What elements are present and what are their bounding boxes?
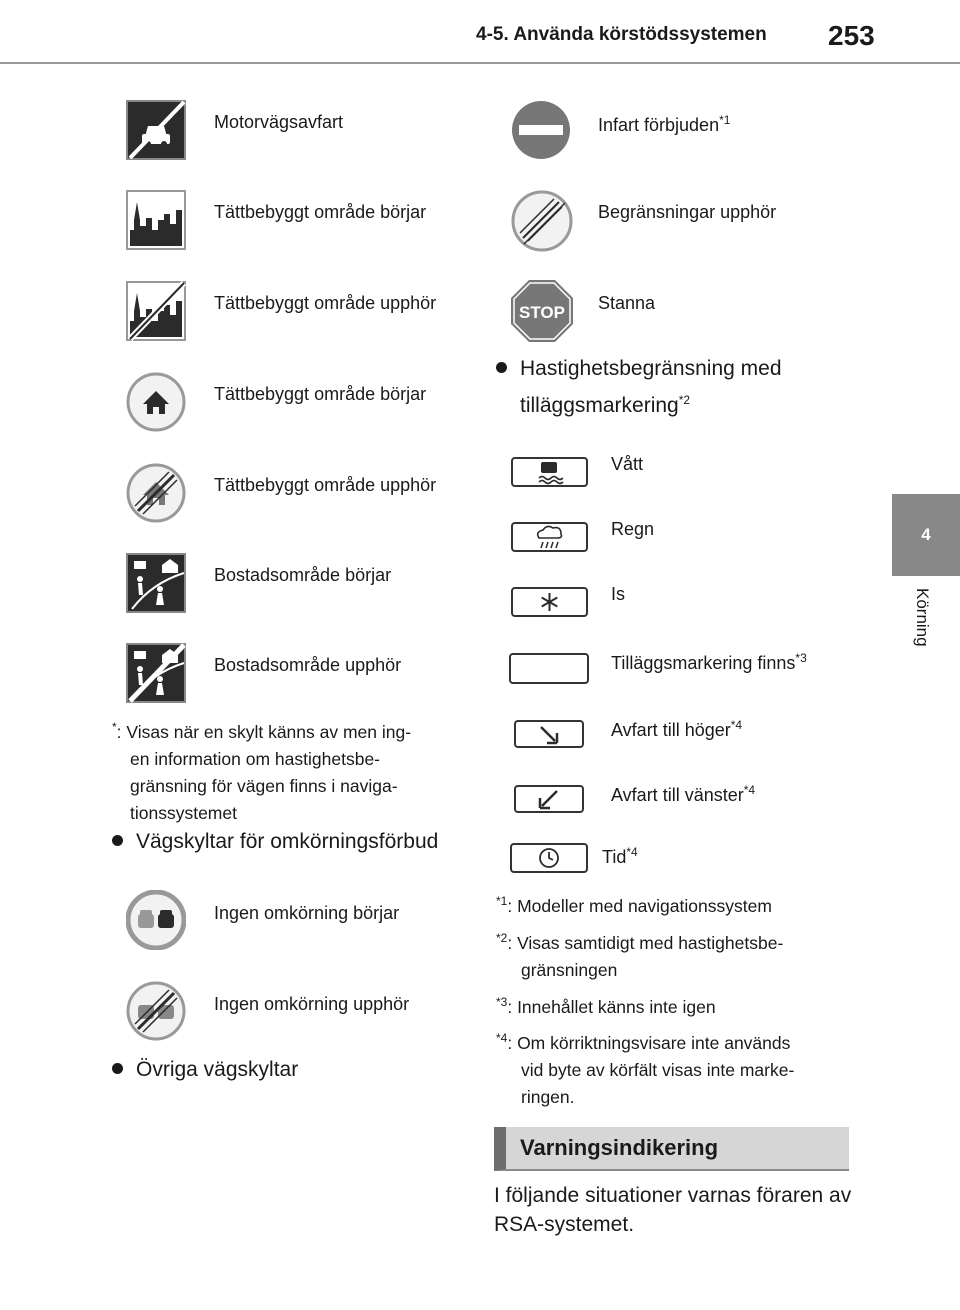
end-of-restrictions-icon <box>511 190 573 252</box>
sign-label: Infart förbjuden$^{*1}$ <box>598 113 731 135</box>
header-divider <box>0 62 960 64</box>
built-up-area-start-icon <box>126 190 186 250</box>
motorway-exit-icon <box>126 100 186 160</box>
footnote-line: en information om hastighetsbe- <box>130 748 380 769</box>
house-circle-end-icon <box>126 463 186 523</box>
built-up-area-end-icon <box>126 281 186 341</box>
footnote: $^{*2}$: Visas samtidigt med hastighetsbe- gränsningen <box>496 930 784 980</box>
blank-plate-icon <box>509 653 589 684</box>
no-overtaking-icon <box>126 890 186 950</box>
wet-road-icon <box>511 457 588 487</box>
sign-label: Begränsningar upphör <box>598 202 777 222</box>
plate-label: Tilläggsmarkering finns$^{*3}$ <box>611 651 807 673</box>
warning-title: Varningsindikering <box>520 1135 719 1160</box>
sign-label: Tättbebyggt område börjar <box>214 202 427 222</box>
right-footnotes <box>496 888 876 1111</box>
sign-label: Stanna <box>598 293 656 313</box>
arrow-down-left-icon <box>514 785 584 813</box>
plate-label: Is <box>611 584 626 604</box>
residential-area-end-icon <box>126 643 186 703</box>
no-entry-icon <box>511 100 571 160</box>
plate-label: Avfart till höger$^{*4}$ <box>611 718 743 740</box>
snowflake-icon <box>511 587 588 617</box>
sign-label: Bostadsområde upphör <box>214 655 402 675</box>
footnote: $^{*1}$: Modeller med navigationssystem <box>496 894 772 916</box>
overtaking-heading: Vägskyltar för omkörningsförbud <box>112 830 438 854</box>
footnote: $^{*4}$: Om körriktningsvisare inte används vid byte av körfält visas inte marke- ringen. <box>496 1031 795 1108</box>
page-number: 253 <box>828 20 875 51</box>
chapter-tab: 4 <box>892 494 960 576</box>
sign-label: Tättbebyggt område upphör <box>214 475 437 495</box>
plate-label: Avfart till vänster$^{*4}$ <box>611 783 756 805</box>
warning-body: I följande situationer varnas föraren av RSA-systemet. <box>494 1184 852 1236</box>
footnote-line: gränsning för vägen finns i naviga- <box>130 775 398 796</box>
svg-text:STOP: STOP <box>519 303 565 322</box>
sign-label: Ingen omkörning upphör <box>214 994 410 1014</box>
footnote-line: tionssystemet <box>130 802 237 823</box>
plate-label: Vått <box>611 454 644 474</box>
sign-label: Tättbebyggt område upphör <box>214 293 437 313</box>
section-title: 4-5. Använda körstödssystemen <box>476 24 767 45</box>
footnote: $^{*3}$: Innehållet känns inte igen <box>496 994 716 1017</box>
arrow-down-right-icon <box>514 720 584 748</box>
warning-section-header <box>494 1127 849 1171</box>
footnote-line: : Visas när en skylt känns av men ing- <box>116 721 412 742</box>
other-signs-heading: Övriga vägskyltar <box>112 1058 298 1082</box>
house-circle-icon <box>126 372 186 432</box>
residential-area-start-icon <box>126 553 186 613</box>
sign-label: Motorvägsavfart <box>214 112 344 132</box>
speed-supplement-heading-line2: tilläggsmarkering$^{*2}$ <box>520 393 691 417</box>
sign-label: Bostadsområde börjar <box>214 565 392 585</box>
plate-label: Regn <box>611 519 655 539</box>
chapter-label: Körning <box>913 588 932 647</box>
clock-icon <box>510 843 588 873</box>
sign-label: Ingen omkörning börjar <box>214 903 400 923</box>
stop-sign-icon <box>510 279 574 343</box>
plate-label: Tid$^{*4}$ <box>602 845 638 867</box>
rain-cloud-icon <box>511 522 588 552</box>
left-footnote <box>112 714 472 827</box>
sign-label: Tättbebyggt område börjar <box>214 384 427 404</box>
no-overtaking-end-icon <box>126 981 186 1041</box>
speed-supplement-heading: Hastighetsbegränsning med <box>496 357 782 381</box>
footnote-marker: * <box>112 720 117 734</box>
